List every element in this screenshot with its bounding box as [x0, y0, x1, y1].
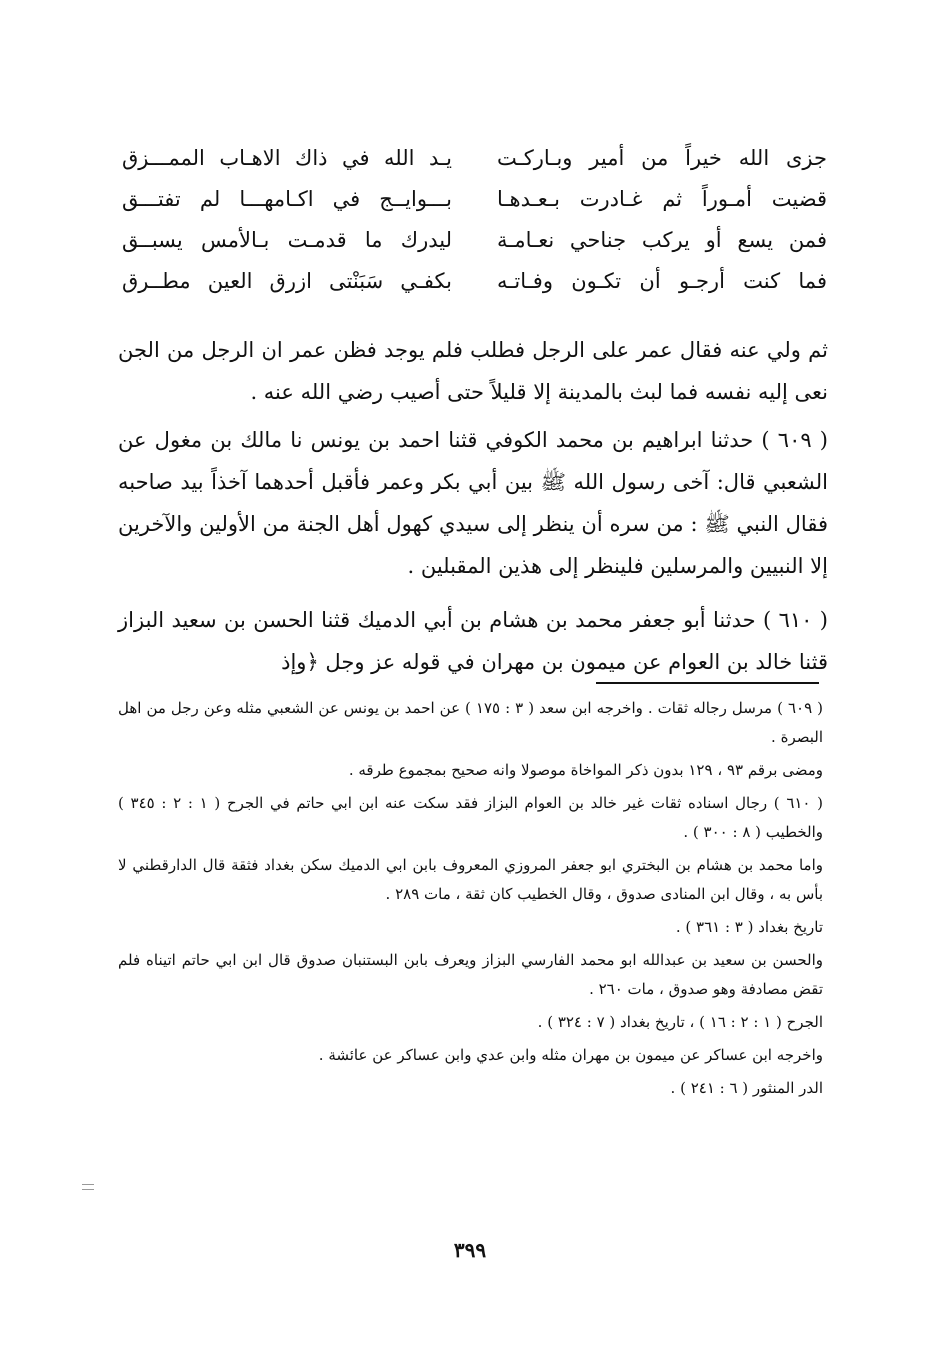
footnote-610: ( ٦١٠ ) رجال اسناده ثقات غير خالد بن العوام البزاز فقد سكت عنه ابن ابي حاتم في الجرح ( ١ : ٢ : ٣٤٥ ) والخطيب ( ٨ : ٣٠٠ ) . [118, 794, 824, 841]
verse-second-hemistich: بـــوايــج في اكـامهـــا لم تفتـــق [122, 187, 452, 211]
verse-second-hemistich: يـد الله في ذاك الاهـاب الممـــزق [122, 146, 452, 170]
hadith-610-paragraph: ( ٦١٠ ) حدثنا أبو جعفر محمد بن هشام بن أبي الدميك قثنا الحسن بن سعيد البزاز قثنا خالد بن العوام عن ميمون بن مهران في قوله عز وجل ﴿وإذ [118, 608, 828, 674]
hadith-609-paragraph: ( ٦٠٩ ) حدثنا ابراهيم بن محمد الكوفي قثنا احمد بن يونس نا مالك بن مغول عن الشعبي قال: آخى رسول الله ﷺ بين أبي بكر وعمر فأقبل أحدهما آخذاً بيد صاحبه فقال النبي ﷺ : من سره أن ينظر إلى سيدي كهول أهل الجنة من الأولين والآخرين إلا النبيين والمرسلين فلينظر إلى هذين المقبلين . [118, 428, 828, 578]
poem-verse [122, 138, 827, 179]
margin-mark [82, 1184, 94, 1190]
footnote-text: والحسن بن سعيد بن عبدالله ابو محمد الفارسي البزاز ويعرف بابن البستنبان صدوق قال ابن ابي حاتم اتيناه فلم تقض مصادفة وهو صدوق ، مات ٢٦٠ . [118, 951, 823, 998]
footnote-text: ومضى برقم ٩٣ ، ١٢٩ بدون ذكر المواخاة موصولا وانه صحيح بمجموع طرقه . [348, 761, 823, 779]
verse-first-hemistich: جزى الله خيراً من أمير وبـاركـت [497, 146, 827, 170]
footnote-text: واما محمد بن هشام بن البختري ابو جعفر المروزي المعروف بابن ابي الدميك سكن بغداد فثقة قال الدارقطني لا بأس به ، وقال ابن المنادى صدوق ، وقال الخطيب كان ثقة ، مات ٢٨٩ . [118, 856, 823, 903]
footnote-text: واخرجه ابن عساكر عن ميمون بن مهران مثله وابن عدي وابن عساكر عن عائشة . [318, 1046, 823, 1064]
verse-first-hemistich: فما كنت أرجـو أن تكـون وفـاتـه [497, 269, 827, 293]
poem-verse [122, 220, 827, 261]
poem-block [122, 138, 827, 302]
footnote-reference: الدر المنثور ( ٦ : ٢٤١ ) . [670, 1079, 823, 1097]
footnotes-block [118, 694, 823, 1107]
footnote-reference: تاريخ بغداد ( ٣ : ٣٦١ ) . [675, 918, 823, 936]
poem-verse [122, 179, 827, 220]
verse-second-hemistich: ليدرك ما قدمـت بـالأمس يسبــق [122, 228, 452, 252]
footnote-separator [596, 682, 819, 684]
verse-first-hemistich: فمن يسع أو يركب جناحي نعـامـة [497, 228, 827, 252]
poem-verse [122, 261, 827, 302]
footnote-reference: الجرح ( ١ : ٢ : ١٦ ) ، تاريخ بغداد ( ٧ : ٣٢٤ ) . [537, 1013, 823, 1031]
verse-first-hemistich: قضيت أمـوراً ثم غـادرت بـعـدهـا [497, 187, 827, 211]
footnote-609: ( ٦٠٩ ) مرسل رجاله ثقات . واخرجه ابن سعد ( ٣ : ١٧٥ ) عن احمد بن يونس عن الشعبي مثله وعن رجل من اهل البصرة . [118, 699, 824, 746]
narrative-paragraph: ثم ولي عنه فقال عمر على الرجل فطلب فلم يوجد فظن عمر ان الرجل من الجن نعى إليه نفسه فما لبث بالمدينة إلا قليلاً حتى أصيب رضي الله عنه . [118, 338, 828, 404]
verse-second-hemistich: بكفـي سَبَنْتى ازرق العين مطــرق [122, 269, 452, 293]
page-number: ٣٩٩ [453, 1238, 487, 1262]
